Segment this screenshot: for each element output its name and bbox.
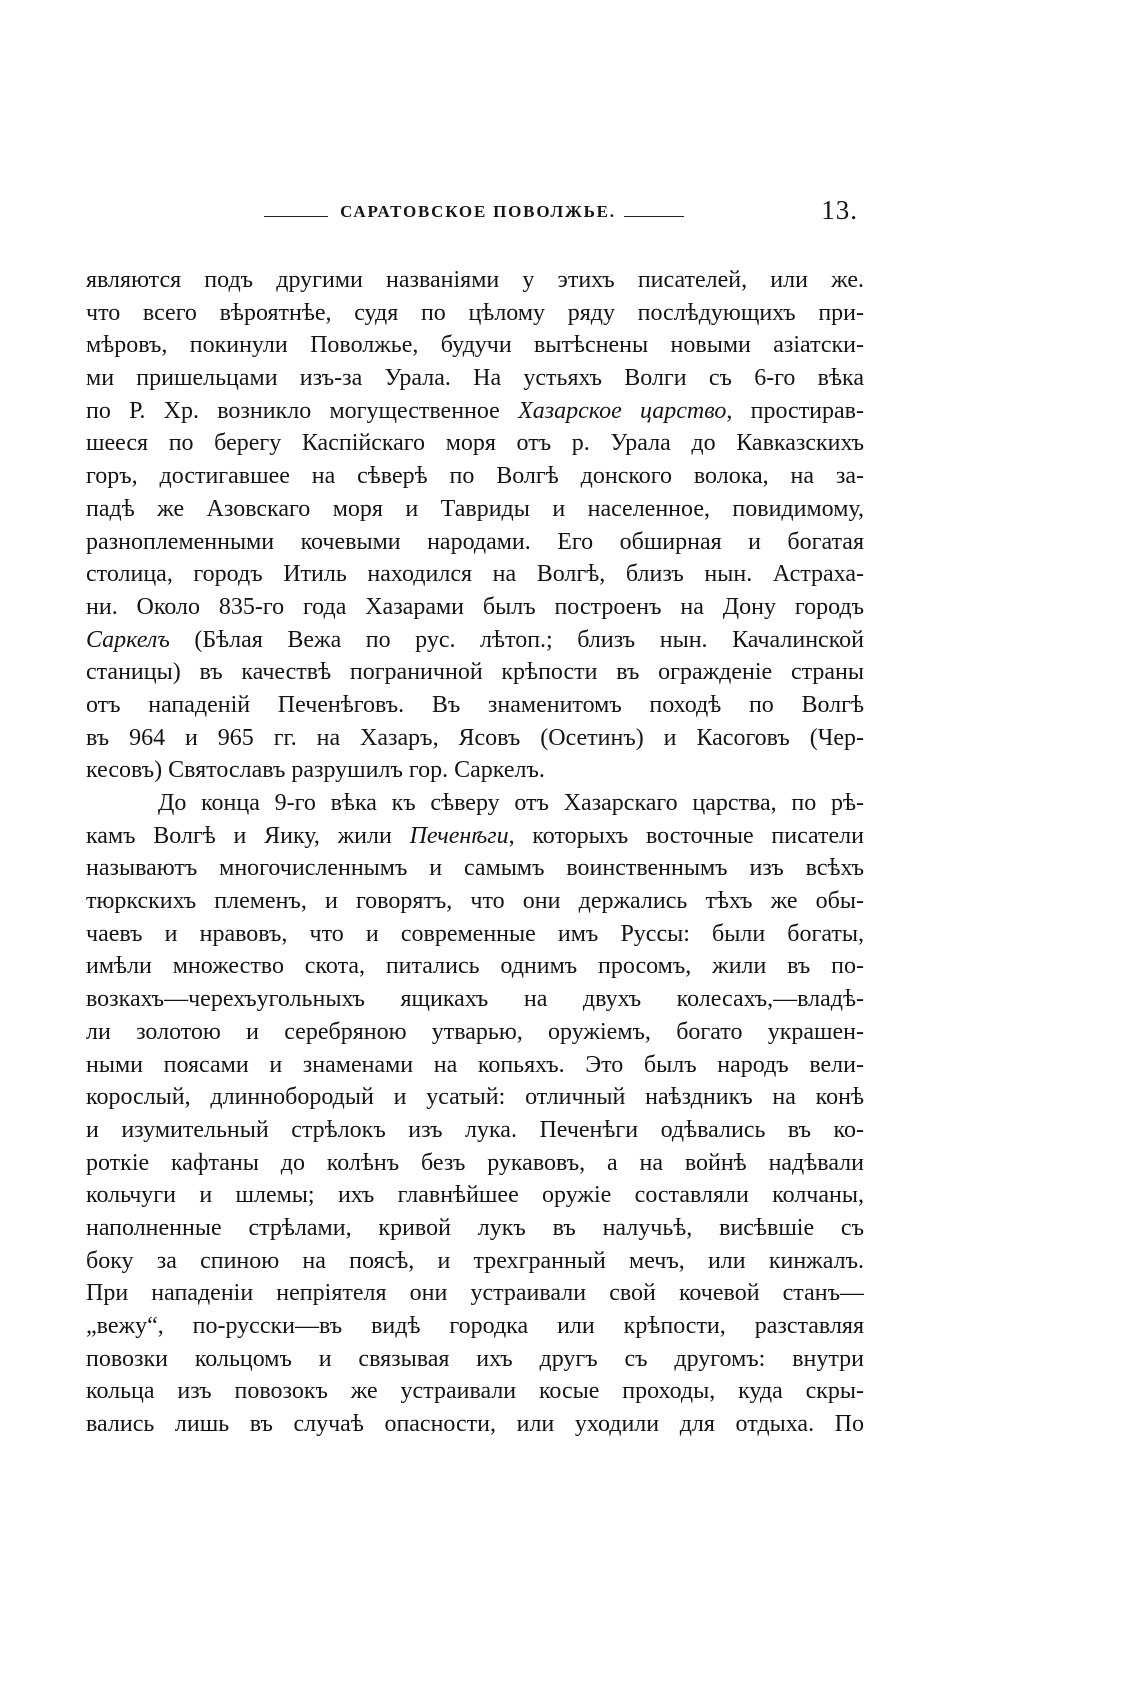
text-line xyxy=(86,950,864,983)
text-line xyxy=(86,1081,864,1114)
text-line xyxy=(86,1049,864,1082)
text-segment: роткiе кафтаны до колѣнъ безъ рукавовъ, а на войнѣ надѣвали xyxy=(86,1149,864,1176)
text-segment: горъ, достигавшее на сѣверѣ по Волгѣ донского волока, на за- xyxy=(86,463,864,490)
text-line xyxy=(86,1375,864,1408)
text-line xyxy=(86,1343,864,1376)
header-rule-right xyxy=(624,216,684,217)
italic-term: Хазарское царство xyxy=(518,397,727,424)
text-segment: кесовъ) Святославъ разрушилъ гор. Саркелъ. xyxy=(86,757,545,784)
text-line xyxy=(86,1016,864,1049)
text-line xyxy=(86,1408,864,1441)
text-segment: наполненные стрѣлами, кривой лукъ въ налучьѣ, висѣвшiе съ xyxy=(86,1214,864,1241)
text-segment: имѣли множество скота, питались однимъ просомъ, жили въ по- xyxy=(86,953,864,980)
text-segment: камъ Волгѣ и Яику, жили xyxy=(86,822,410,849)
text-segment: ными поясами и знаменами на копьяхъ. Это былъ народъ вели- xyxy=(86,1051,864,1078)
text-segment: отъ нападенiй Печенѣговъ. Въ знаменитомъ походѣ по Волгѣ xyxy=(86,691,864,718)
text-line xyxy=(86,526,864,559)
text-line xyxy=(86,362,864,395)
text-segment: ли золотою и серебряною утварью, оружiемъ, богато украшен- xyxy=(86,1018,864,1045)
text-line xyxy=(86,1179,864,1212)
text-segment: вались лишь въ случаѣ опасности, или уходили для отдыха. По xyxy=(86,1411,864,1438)
text-segment: падѣ же Азовскаго моря и Тавриды и населенное, повидимому, xyxy=(86,495,864,522)
text-segment: тюркскихъ племенъ, и говорятъ, что они держались тѣхъ же обы- xyxy=(86,888,864,915)
text-segment: корослый, длиннобородый и усатый: отличный наѣздникъ на конѣ xyxy=(86,1084,864,1111)
text-line xyxy=(86,395,864,428)
text-segment: ни. Около 835-го года Хазарами былъ построенъ на Дону городъ xyxy=(86,593,864,620)
text-line xyxy=(86,427,864,460)
text-segment: , простирав- xyxy=(726,397,864,424)
text-line xyxy=(86,1277,864,1310)
text-segment: разноплеменными кочевыми народами. Его обширная и богатая xyxy=(86,528,864,555)
text-segment: возкахъ—черехъугольныхъ ящикахъ на двухъ колесахъ,—владѣ- xyxy=(86,986,864,1013)
text-line xyxy=(86,1212,864,1245)
text-line xyxy=(86,1245,864,1278)
text-segment: (Бѣлая Вежа по рус. лѣтоп.; близъ нын. Качалинской xyxy=(169,626,864,653)
text-segment: „вежу“, по-русски—въ видѣ городка или крѣпости, разставляя xyxy=(86,1313,864,1339)
text-line xyxy=(86,787,864,820)
text-line xyxy=(86,264,864,297)
text-line xyxy=(86,558,864,591)
text-line xyxy=(86,656,864,689)
text-segment: что всего вѣроятнѣе, судя по цѣлому ряду послѣдующихъ при- xyxy=(86,299,864,326)
text-line xyxy=(86,591,864,624)
text-line xyxy=(86,460,864,493)
text-segment: боку за спиною на поясѣ, и трехгранный мечъ, или кинжалъ. xyxy=(86,1247,864,1274)
text-segment: столица, городъ Итиль находился на Волгѣ, близъ нын. Астраха- xyxy=(86,561,864,588)
text-line xyxy=(86,329,864,362)
text-line xyxy=(86,983,864,1016)
text-segment: и изумительный стрѣлокъ изъ лука. Печенѣги одѣвались въ ко- xyxy=(86,1116,864,1143)
text-line xyxy=(86,918,864,951)
text-line xyxy=(86,1114,864,1147)
text-segment: называютъ многочисленнымъ и самымъ воинственнымъ изъ всѣхъ xyxy=(86,855,864,882)
text-line xyxy=(86,1147,864,1180)
text-line xyxy=(86,885,864,918)
text-line xyxy=(86,820,864,853)
text-segment: повозки кольцомъ и связывая ихъ другъ съ другомъ: внутри xyxy=(86,1345,864,1372)
running-title: САРАТОВСКОЕ ПОВОЛЖЬЕ. xyxy=(340,202,616,221)
body-text xyxy=(86,264,864,1441)
text-segment: кольчуги и шлемы; ихъ главнѣйшее оружiе составляли колчаны, xyxy=(86,1182,864,1209)
text-segment: ми пришельцами изъ-за Урала. На устьяхъ Волги съ 6-го вѣка xyxy=(86,365,864,392)
text-line xyxy=(86,689,864,722)
header-rule-left xyxy=(264,216,328,217)
text-segment: мѣровъ, покинули Поволжье, будучи вытѣснены новыми азiатски- xyxy=(86,332,864,359)
text-segment: являются подъ другими названiями у этихъ писателей, или же. xyxy=(86,267,864,293)
text-line xyxy=(86,1310,864,1343)
text-segment: станицы) въ качествѣ пограничной крѣпости въ огражденiе страны xyxy=(86,659,864,686)
text-segment: шееся по берегу Каспiйскаго моря отъ р. Урала до Кавказскихъ xyxy=(86,430,864,457)
text-line xyxy=(86,624,864,657)
text-line xyxy=(86,754,864,787)
text-line xyxy=(86,493,864,526)
text-segment: , которыхъ восточные писатели xyxy=(508,822,864,849)
text-segment: кольца изъ повозокъ же устраивали косые проходы, куда скры- xyxy=(86,1378,864,1405)
text-segment: При нападенiи непрiятеля они устраивали свой кочевой станъ— xyxy=(86,1280,864,1307)
italic-term: Саркелъ xyxy=(86,626,170,653)
text-segment: чаевъ и нравовъ, что и современные имъ Руссы: были богаты, xyxy=(86,920,864,947)
text-line xyxy=(86,297,864,330)
page-number: 13. xyxy=(821,195,858,225)
text-line xyxy=(86,722,864,755)
text-line xyxy=(86,852,864,885)
text-segment: по Р. Хр. возникло могущественное xyxy=(86,397,519,424)
text-segment: До конца 9-го вѣка къ сѣверу отъ Хазарскаго царства, по рѣ- xyxy=(158,790,864,816)
text-segment: въ 964 и 965 гг. на Хазаръ, Ясовъ (Осетинъ) и Касоговъ (Чер- xyxy=(86,724,864,751)
italic-term: Печенѣги xyxy=(409,822,509,849)
running-head xyxy=(86,196,864,230)
